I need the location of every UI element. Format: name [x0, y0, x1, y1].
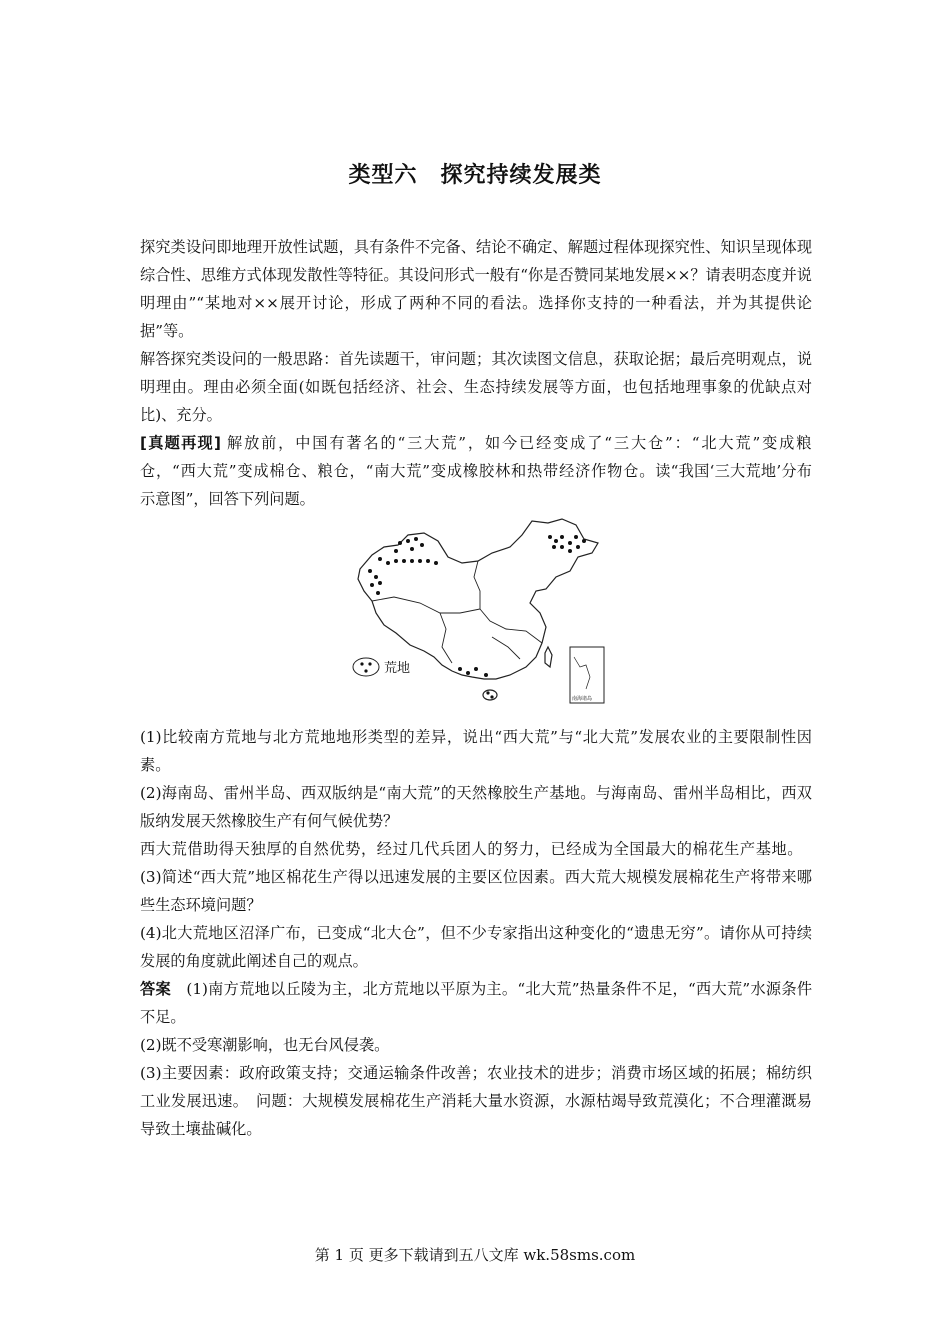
- question-stem-text-b: 读“我国‘三大荒地’分布示意图”，回答下列问题。: [140, 462, 812, 508]
- question-item-2: (2)海南岛、雷州半岛、西双版纳是“南大荒”的天然橡胶生产基地。与海南岛、雷州半岛相比，西双版纳发展天然橡胶生产有何气候优势？: [140, 784, 812, 830]
- question-item-1: (1)比较南方荒地与北方荒地地形类型的差异，说出“西大荒”与“北大荒”发展农业的主要限制性因素。: [140, 728, 812, 774]
- page-footer: 第 1 页 更多下载请到五八文库 wk.58sms.com: [314, 1246, 636, 1264]
- question-label: [真题再现]: [140, 434, 221, 452]
- question-stem-text-a: 解放前，中国有著名的“三大荒”，如今已经变成了“三大仓”：“北大荒”变成粮仓，“西大荒”变成棉仓、粮仓，“南大荒”变成橡胶林和热带经济作物仓。: [140, 434, 812, 480]
- china-wasteland-map: [350, 517, 610, 713]
- main-content: [140, 233, 812, 1143]
- question-item-4: (4)北大荒地区沼泽广布，已变成“北大仓”，但不少专家指出这种变化的“遗患无穷”。请你从可持续发展的角度就此阐述自己的观点。: [140, 924, 812, 970]
- answer-1-text: (1)南方荒地以丘陵为主，北方荒地以平原为主。“北大荒”热量条件不足，“西大荒”水源条件不足。: [140, 980, 813, 1026]
- question-item-3: (3)简述“西大荒”地区棉花生产得以迅速发展的主要区位因素。西大荒大规模发展棉花生产将带来哪些生态环境问题？: [140, 868, 812, 914]
- question-context: 西大荒借助得天独厚的自然优势，经过几代兵团人的努力，已经成为全国最大的棉花生产基地。: [140, 840, 804, 858]
- page-title: 类型六 探究持续发展类: [348, 163, 602, 188]
- question-stem: [140, 429, 812, 513]
- answer-label: 答案: [140, 980, 171, 998]
- answer-3: (3)主要因素：政府政策支持；交通运输条件改善；农业技术的进步；消费市场区域的拓展；棉纺织工业发展迅速。 问题：大规模发展棉花生产消耗大量水资源，水源枯竭导致荒漠化；不合理灌溉易导致土壤盐碱化。: [140, 1064, 812, 1138]
- answer-2: (2)既不受寒潮影响，也无台风侵袭。: [140, 1036, 390, 1054]
- map-figure: [140, 517, 812, 717]
- answer-1: [140, 975, 812, 1031]
- map-inset-label: 南海诸岛: [572, 696, 593, 702]
- intro-paragraph-2: 解答探究类设问的一般思路：首先读题干，审问题；其次读图文信息，获取论据；最后亮明观点，说明理由。理由必须全面(如既包括经济、社会、生态持续发展等方面，也包括地理事象的优缺点对比)、充分。: [140, 350, 812, 424]
- map-legend-label: 荒地: [384, 661, 411, 676]
- intro-paragraph-1: 探究类设问即地理开放性试题，具有条件不完备、结论不确定、解题过程体现探究性、知识呈现体现综合性、思维方式体现发散性等特征。其设问形式一般有“你是否赞同某地发展××？请表明态度并说明理由”“某地对××展开讨论，形成了两种不同的看法。选择你支持的一种看法，并为其提供论据”等。: [140, 238, 812, 340]
